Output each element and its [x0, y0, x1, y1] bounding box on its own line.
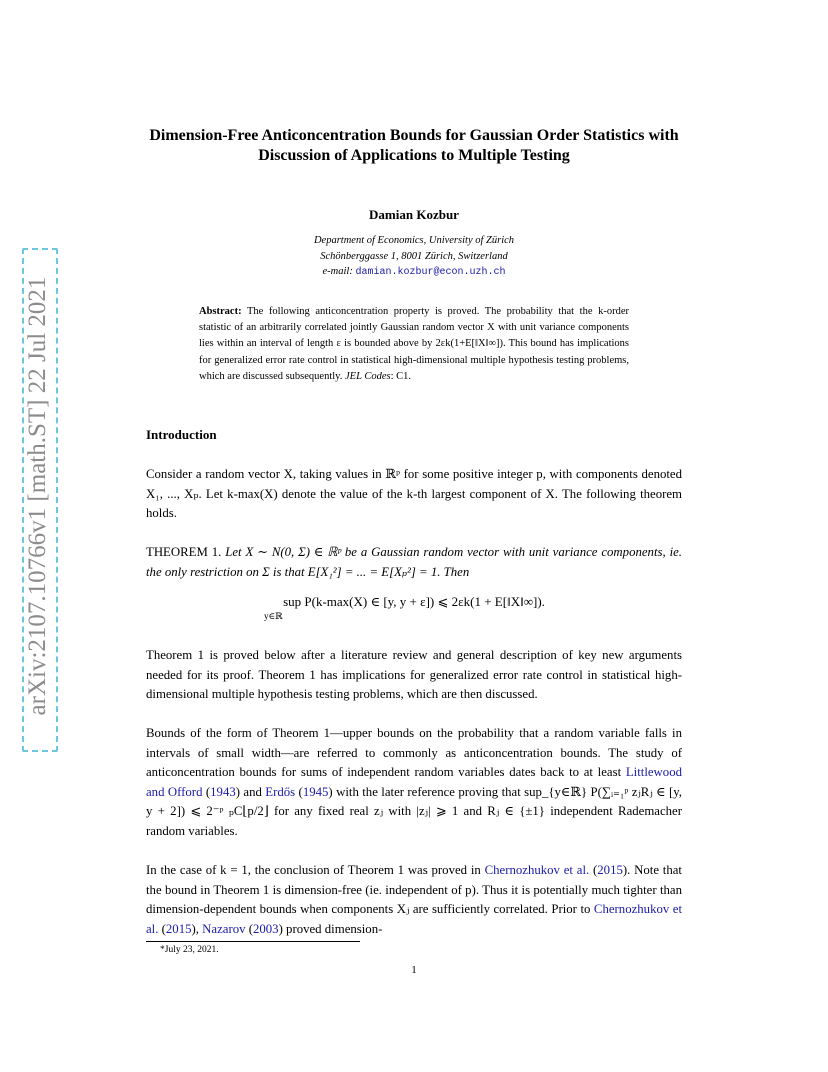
email-link[interactable]: damian.kozbur@econ.uzh.ch: [355, 267, 506, 278]
display-equation: [146, 594, 682, 621]
intro-paragraph-1: Consider a random vector X, taking values in ℝᵖ for some positive integer p, with components denoted X₁, ..., Xₚ. Let k-max(X) denote the value of the k-th largest component of X. The following theorem holds.: [146, 467, 682, 521]
abstract: Abstract: The following anticoncentration property is proved. The probability that the k-order statistic of an arbitrarily correlated jointly Gaussian random vector X with unit variance components lies within an interval of length ε is bounded above by 2εk(1+E[‖X‖∞]). This bound has implications for generalized error rate control in statistical high-dimensional multiple hypothesis testing problems, which are discussed subsequently. JEL Codes: C1.: [199, 306, 629, 382]
author-name: Damian Kozbur: [369, 207, 459, 222]
citation-littlewood-offord[interactable]: Littlewood and Offord: [146, 765, 682, 799]
equation-subscript: y∈ℝ: [264, 611, 283, 621]
intro-paragraph-4: In the case of k = 1, the conclusion of Theorem 1 was proved in Chernozhukov et al. (2015). Note that the bound in Theorem 1 is dimension-free (ie. independent of p). Thus it is potentially much tighter than dimension-dependent bounds when components Xⱼ are sufficiently correlated. Prior to Chernozhukov et al. (2015), Nazarov (2003) proved dimension-: [146, 863, 683, 936]
citation-year-2003[interactable]: 2003: [252, 921, 279, 936]
equation-text: sup P(k-max(X) ∈ [y, y + ε]) ⩽ 2εk(1 + E[‖X‖∞]).: [283, 594, 545, 609]
page-number: 1: [411, 964, 417, 976]
footnote-rule: [146, 941, 360, 942]
p3-text-c: with the later reference proving that sup_{y∈ℝ} P(∑ᵢ₌₁ᵖ zⱼRⱼ ∈ [y, y + 2]) ⩽ 2⁻ᵖ ₚC⌊p/2⌋ for any fixed real zⱼ with |zⱼ| ⩾ 1 and Rⱼ ∈ {±1} independent Rademacher random variables.: [146, 784, 682, 838]
p4-text-b: . Note that the bound in Theorem 1 is dimension-free (ie. independent of p). Thus it is potentially much tighter than dimension-dependent bounds when components Xⱼ are sufficiently correlated. Prior to: [146, 863, 682, 917]
affiliation-line-2: Schönberggasse 1, 8001 Zürich, Switzerland: [320, 250, 508, 262]
citation-nazarov[interactable]: Nazarov: [202, 921, 246, 936]
jel-label: JEL Codes: [345, 370, 391, 382]
section-title: Introduction: [146, 427, 217, 442]
intro-paragraph-2: Theorem 1 is proved below after a literature review and general description of key new arguments needed for its proof. Theorem 1 has implications for generalized error rate control in statistical high-dimensional multiple hypothesis testing problems, which are then discussed.: [146, 648, 682, 702]
p3-text-a: Bounds of the form of Theorem 1—upper bounds on the probability that a random variable falls in intervals of small width—are referred to commonly as anticoncentration bounds. The study of anticoncentration bounds for sums of independent random variables dates back to at least: [146, 726, 682, 780]
intro-paragraph-3: Bounds of the form of Theorem 1—upper bounds on the probability that a random variable falls in intervals of small width—are referred to commonly as anticoncentration bounds. The study of anticoncentration bounds for sums of independent random variables dates back to at least Littlewood and Offord (1943) and Erdős (1945) with the later reference proving that sup_{y∈ℝ} P(∑ᵢ₌₁ᵖ zⱼRⱼ ∈ [y, y + 2]) ⩽ 2⁻ᵖ ₚC⌊p/2⌋ for any fixed real zⱼ with |zⱼ| ⩾ 1 and Rⱼ ∈ {±1} independent Rademacher random variables.: [146, 726, 682, 838]
p4-text-a: In the case of k = 1, the conclusion of Theorem 1 was proved in: [146, 863, 481, 877]
citation-year-2015-2[interactable]: 2015: [165, 921, 192, 936]
abstract-label: Abstract:: [199, 306, 242, 317]
citation-erdos[interactable]: Erdős: [265, 784, 296, 799]
theorem-label: THEOREM 1.: [146, 545, 222, 559]
abstract-text: The following anticoncentration property is proved. The probability that the k-order statistic of an arbitrarily correlated jointly Gaussian random vector X with unit variance components lies within an interval of length ε is bounded above by 2εk(1+E[‖X‖∞]). This bound has implications for generalized error rate control in statistical high-dimensional multiple hypothesis testing problems, which are discussed subsequently.: [199, 306, 629, 382]
jel-value: C1.: [396, 370, 412, 382]
p3-text-b: and: [243, 784, 262, 799]
theorem-text: Let X ∼ N(0, Σ) ∈ ℝᵖ be a Gaussian random vector with unit variance components, ie. the only restriction on Σ is that E[X₁²] = ... = E[Xₚ²] = 1. Then: [146, 545, 682, 579]
citation-year-2015-1[interactable]: 2015: [597, 863, 623, 877]
arxiv-identifier: arXiv:2107.10766v1 [math.ST] 22 Jul 2021: [24, 276, 51, 716]
citation-chernozhukov-2[interactable]: Chernozhukov et al.: [146, 902, 683, 936]
citation-year-1945[interactable]: 1945: [302, 784, 329, 799]
footnote: *July 23, 2021.: [160, 945, 219, 955]
affiliation-line-1: Department of Economics, University of Zürich: [313, 235, 515, 246]
citation-chernozhukov-1[interactable]: Chernozhukov et al.: [484, 863, 590, 877]
email-label: e-mail:: [322, 266, 353, 277]
affiliation: [200, 233, 628, 281]
email-line: [200, 264, 628, 281]
citation-year-1943[interactable]: 1943: [210, 784, 236, 799]
paper-title: Dimension-Free Anticoncentration Bounds for Gaussian Order Statistics with Discussion of Applications to Multiple Testing: [149, 127, 679, 164]
p4-text-c: proved dimension-: [286, 921, 383, 936]
theorem-1: [146, 543, 682, 582]
